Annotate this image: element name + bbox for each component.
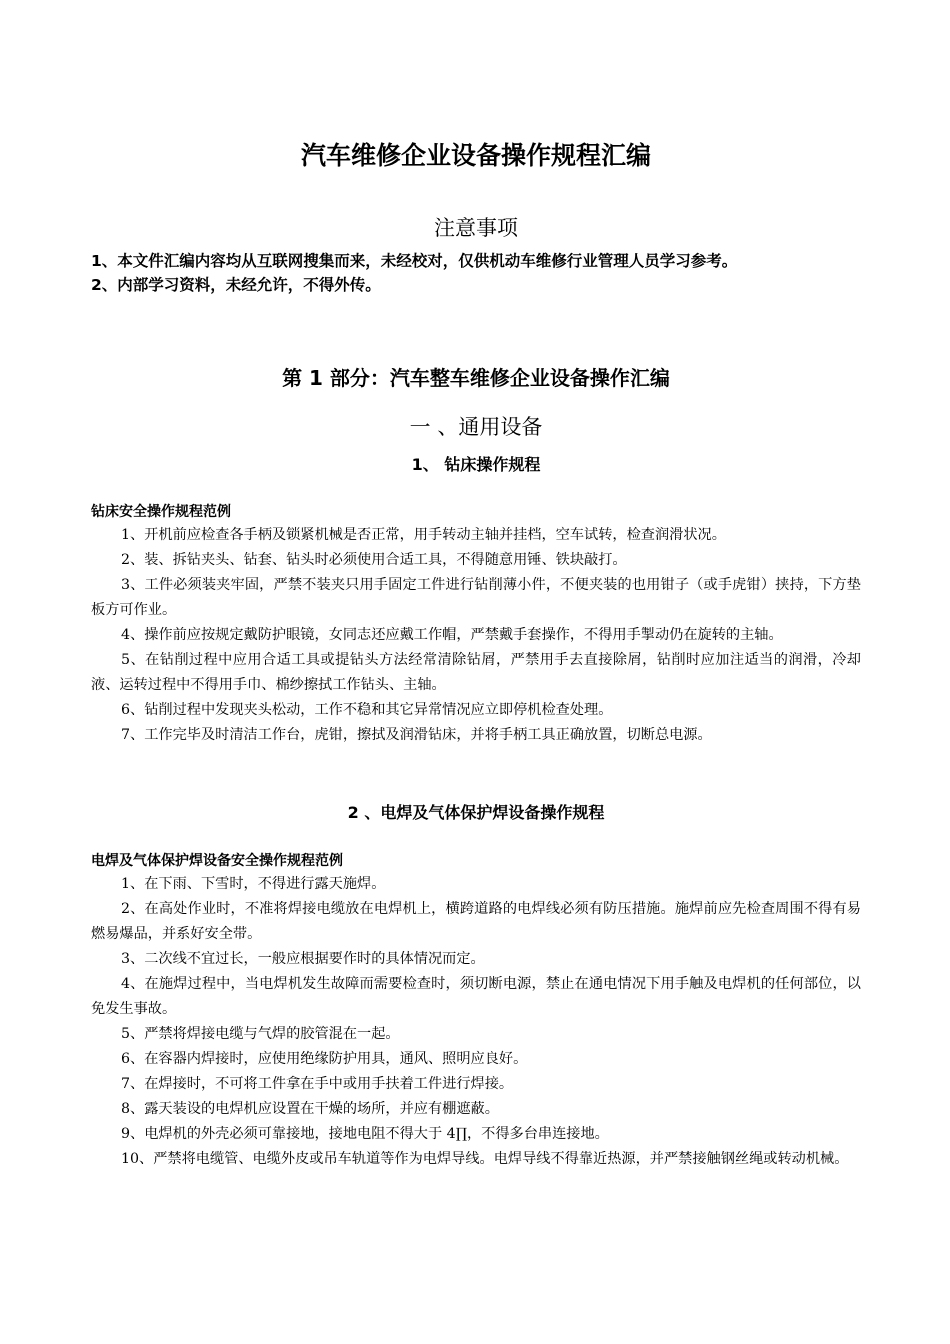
- list-item: 10、严禁将电缆管、电缆外皮或吊车轨道等作为电焊导线。电焊导线不得靠近热源，并严禁接触钢丝绳或转动机械。: [121, 1151, 849, 1167]
- notice-item: 2、内部学习资料，未经允许，不得外传。: [91, 276, 381, 294]
- part-heading: 第 1 部分：汽车整车维修企业设备操作汇编: [282, 366, 670, 390]
- list-item: 5、在钻削过程中应用合适工具或提钻头方法经常清除钻屑，严禁用手去直接除屑，钻削时应加注适当的润滑，冷却液、运转过程中不得用手巾、棉纱擦拭工作钻头、主轴。: [91, 652, 861, 693]
- drill-rules-list: [91, 523, 861, 748]
- notice-list: [91, 249, 861, 297]
- list-item: 4、操作前应按规定戴防护眼镜，女同志还应戴工作帽，严禁戴手套操作，不得用手掣动仍在旋转的主轴。: [121, 627, 783, 643]
- section-heading: 一 、通用设备: [409, 415, 543, 439]
- list-item: 7、工作完毕及时清洁工作台，虎钳，擦拭及润滑钻床，并将手柄工具正确放置，切断总电源。: [121, 727, 712, 743]
- drill-heading: 1、 钻床操作规程: [411, 455, 541, 474]
- list-item: 7、在焊接时，不可将工件拿在手中或用手扶着工件进行焊接。: [121, 1076, 514, 1092]
- list-item: 2、装、拆钻夹头、钻套、钻头时必须使用合适工具，不得随意用锤、铁块敲打。: [121, 552, 627, 568]
- list-item: 3、工件必须装夹牢固，严禁不装夹只用手固定工件进行钻削薄小件，不便夹装的也用钳子（或手虎钳）挟持，下方垫板方可作业。: [91, 577, 861, 618]
- list-item: 9、电焊机的外壳必须可靠接地，接地电阻不得大于 4∏，不得多台串连接地。: [121, 1126, 609, 1142]
- list-item: 6、在容器内焊接时，应使用绝缘防护用具，通风、照明应良好。: [121, 1051, 528, 1067]
- list-item: 1、开机前应检查各手柄及锁紧机械是否正常，用手转动主轴并挂档，空车试转，检查润滑状况。: [121, 527, 726, 543]
- list-item: 8、露天装设的电焊机应设置在干燥的场所，并应有棚遮蔽。: [121, 1101, 499, 1117]
- list-item: 2、在高处作业时，不准将焊接电缆放在电焊机上，横跨道路的电焊线必须有防压措施。施焊前应先检查周围不得有易燃易爆品，并系好安全带。: [91, 901, 861, 942]
- list-item: 5、严禁将焊接电缆与气焊的胶管混在一起。: [121, 1026, 400, 1042]
- welding-rules-list: [91, 872, 861, 1172]
- document-title: 汽车维修企业设备操作规程汇编: [300, 141, 651, 170]
- list-item: 4、在施焊过程中，当电焊机发生故障而需要检查时，须切断电源，禁止在通电情况下用手触及电焊机的任何部位，以免发生事故。: [91, 976, 861, 1017]
- welding-heading: 2 、电焊及气体保护焊设备操作规程: [347, 803, 605, 822]
- notice-item: 1、本文件汇编内容均从互联网搜集而来，未经校对，仅供机动车维修行业管理人员学习参考。: [91, 252, 738, 270]
- welding-block-title: 电焊及气体保护焊设备安全操作规程范例: [91, 853, 343, 869]
- notice-heading: 注意事项: [434, 216, 518, 240]
- list-item: 6、钻削过程中发现夹头松动，工作不稳和其它异常情况应立即停机检查处理。: [121, 702, 613, 718]
- drill-block-title: 钻床安全操作规程范例: [91, 504, 231, 520]
- list-item: 3、二次线不宜过长，一般应根据要作时的具体情况而定。: [121, 951, 485, 967]
- list-item: 1、在下雨、下雪时，不得进行露天施焊。: [121, 876, 386, 892]
